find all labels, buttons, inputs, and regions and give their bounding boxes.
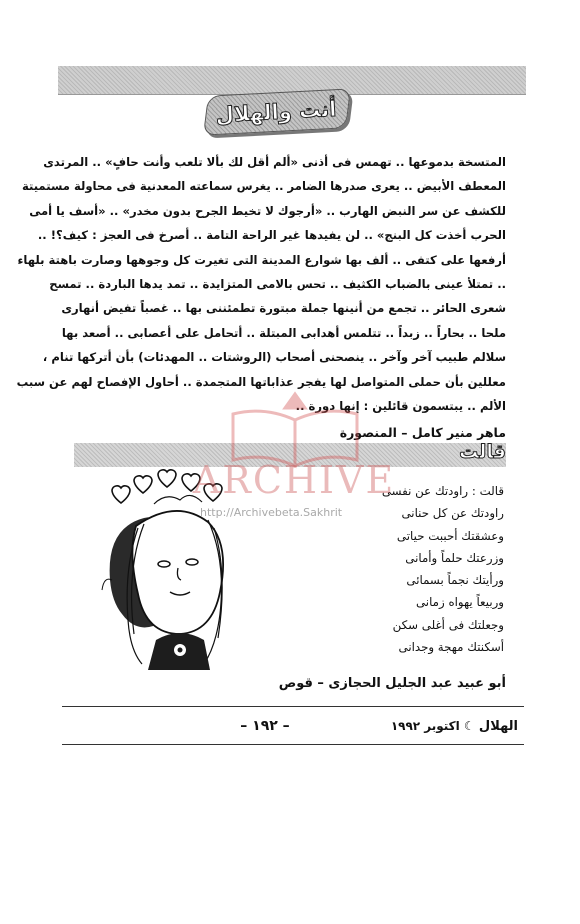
- watermark-url: http://Archivebeta.Sakhrit: [200, 506, 343, 519]
- watermark-text: ARCHIVE: [192, 458, 396, 502]
- article-line: .. تمتلأ عينى بالضباب الكثيف .. تحس بالامى المتزايدة .. تمد يدها الباردة .. تمسح: [49, 276, 506, 291]
- magazine-name: الهلال: [478, 719, 518, 734]
- crescent-icon: ☾: [463, 719, 475, 733]
- footer-rule-top: [62, 706, 524, 707]
- article-body: [16, 150, 506, 418]
- poem-verse: ورأيتك نجماً بسمائى: [406, 573, 504, 588]
- article-line: المعطف الأبيض .. يعرى صدرها الضامر .. يغرس سماعته المعدنية فى محاولة مستميتة: [21, 179, 506, 194]
- footer-rule-bottom: [62, 744, 524, 745]
- article-line: للكشف عن سر النبض الهارب .. «أرجوك لا تخيط الجرح بدون مخدر» .. «أسف يا أمى: [29, 203, 506, 218]
- article-line: الألم .. يبتسمون قائلين : إنها دورة ..: [295, 398, 506, 413]
- article-line: ملحا .. بحاراً .. زبداً .. تتلمس أهدابى المبتلة .. أتحامل على أعصابى .. أصعد بها: [61, 325, 506, 340]
- article-line: شعرى الحائر .. تجمع من أنينها جملة مبتورة تطمئننى بها .. غصباً تفيض أنهارى: [61, 301, 506, 316]
- poem-verse: وعشقتك أحببت حياتى: [396, 528, 504, 543]
- footer-magazine: [318, 714, 518, 738]
- poem-verse: وزرعتك حلماً وأمانى: [405, 550, 504, 565]
- article-byline: ماهر منير كامل – المنصورة: [339, 425, 506, 440]
- poem-verse: قالت : راودتك عن نفسى: [381, 484, 504, 498]
- article-line: معللين بأن حملى المتواصل لها يفجر عذاباتها المتجمدة .. أحاول الإفصاح لهم عن سبب: [16, 374, 506, 389]
- poem-author: أبو عبيد عبد الجليل الحجازى – قوص: [278, 676, 506, 691]
- poem-verse: راودتك عن كل حنانى: [401, 506, 504, 521]
- page-number: – ١٩٢ –: [240, 718, 290, 734]
- article-line: الحرب أخذت كل البنج» .. لن يفيدها غير الراحة التامة .. أصرخ فى العجز : كيف؟! ..: [37, 228, 506, 243]
- poem-heading: قالت: [459, 441, 506, 463]
- poem-verse: أسكنتك مهجة وجدانى: [398, 640, 504, 655]
- issue-date: اكتوبر ١٩٩٢: [390, 719, 460, 733]
- poem-verse: وربيعاً يهواه زمانى: [415, 595, 504, 610]
- article-line: المتسخة بدموعها .. تهمس فى أذنى «ألم أقل لك بألا تلعب وأنت حافٍ» .. المرتدى: [43, 155, 506, 169]
- article-line: سلالم طبيب آخر وآخر .. ينصحنى أصحاب (الروشتات .. المهدئات) بأن أتركها تنام ،: [42, 350, 506, 365]
- section-title: أنت والهلال: [215, 96, 337, 128]
- poem-verse: وجعلتك فى أغلى سكن: [392, 617, 504, 632]
- article-line: أرفعها على كتفى .. ألف بها شوارع المدينة التى تغيرت كل وجوهها وصارت باهتة بلهاء: [17, 252, 506, 267]
